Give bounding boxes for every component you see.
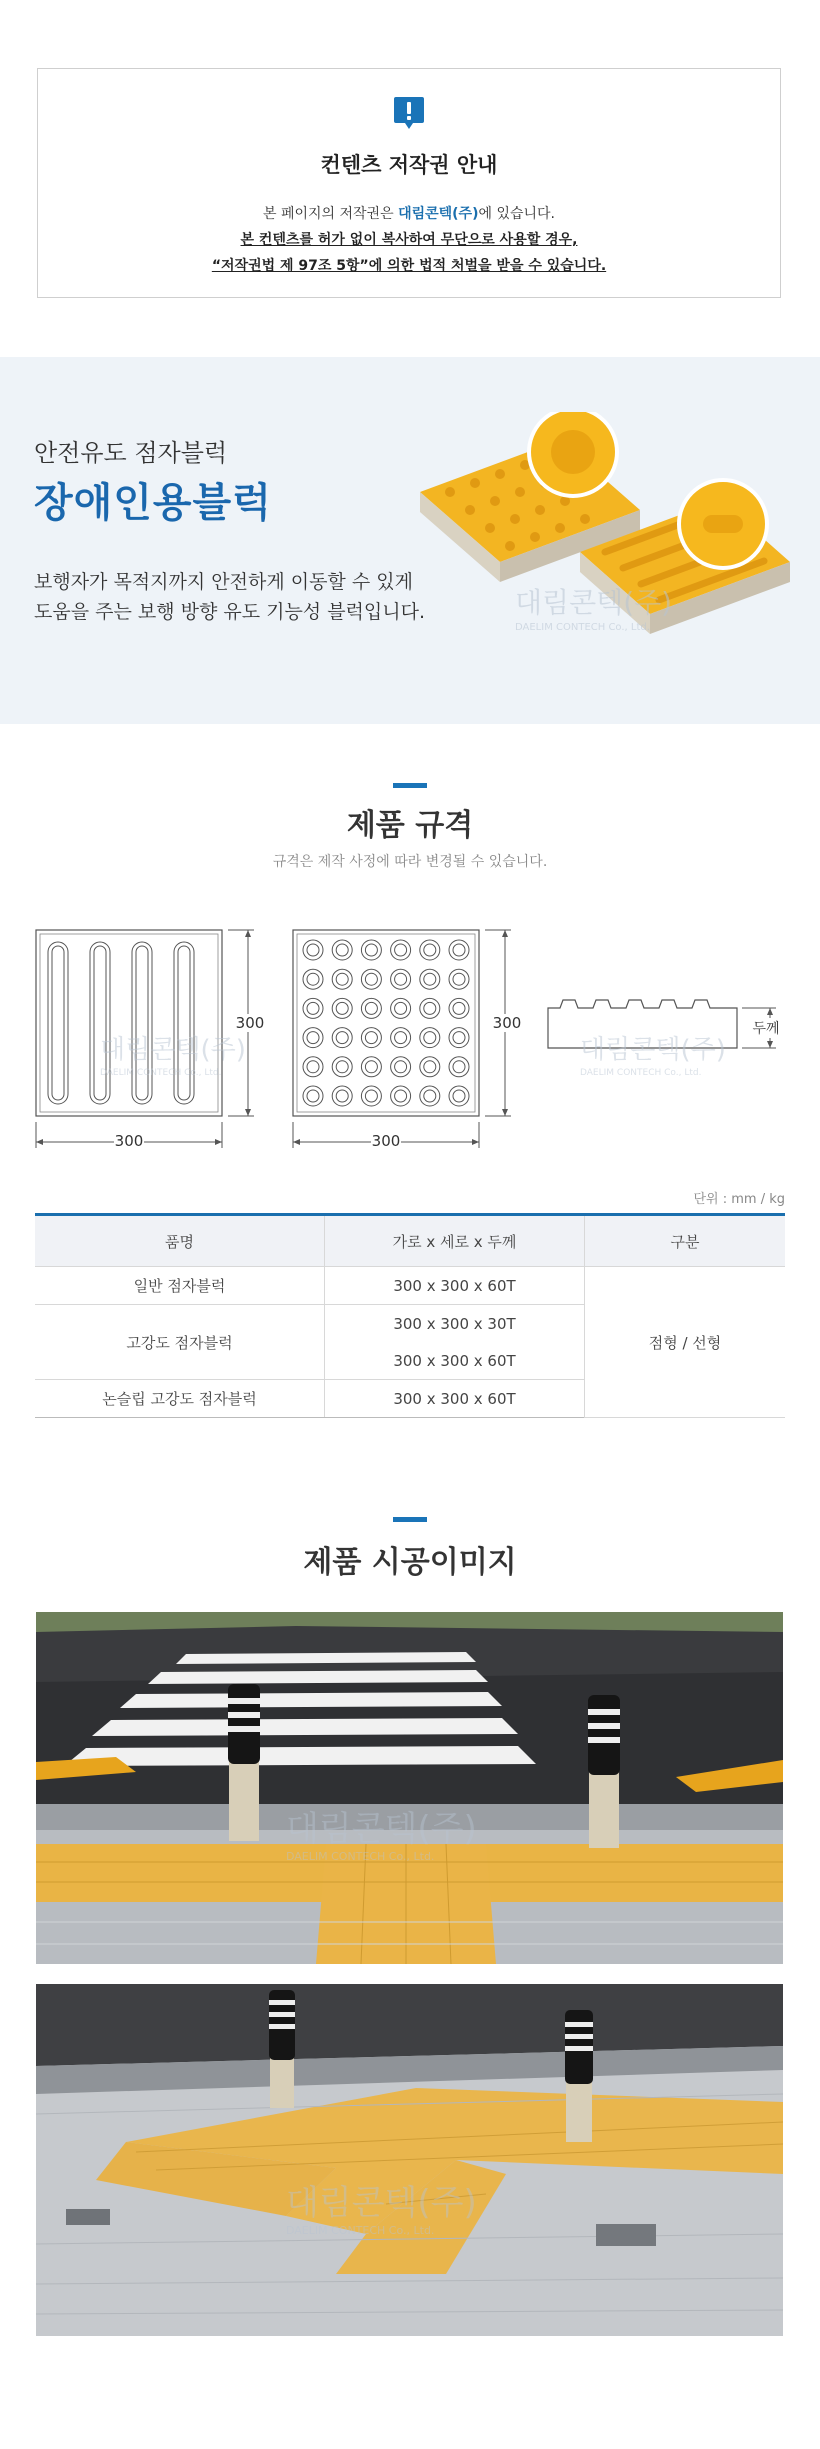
svg-text:대림콘텍(주): 대림콘텍(주): [286, 2183, 477, 2223]
bollard-right: [565, 2010, 593, 2142]
bollard-left: [228, 1684, 260, 1841]
company-name: 대림콘텍(주): [398, 206, 479, 222]
svg-text:300: 300: [492, 1014, 522, 1032]
hero-subtitle: 안전유도 점자블럭: [34, 439, 228, 467]
unit-label: 단위 : mm / kg: [693, 1192, 785, 1207]
product-size: 300 x 300 x 60T: [325, 1342, 585, 1380]
header-type: 구분: [585, 1215, 786, 1267]
header-size: 가로 x 세로 x 두께: [325, 1215, 585, 1267]
spec-note: 규격은 제작 사정에 따라 변경될 수 있습니다.: [272, 854, 548, 870]
product-name: 일반 점자블럭: [35, 1267, 325, 1305]
product-size: 300 x 300 x 60T: [325, 1380, 585, 1418]
svg-text:300: 300: [114, 1132, 144, 1150]
alert-icon: [393, 95, 425, 131]
section-accent-bar: [393, 1517, 427, 1522]
product-size: 300 x 300 x 60T: [325, 1267, 585, 1305]
spec-drawings: [30, 920, 790, 1160]
bollard-left: [269, 1990, 295, 2108]
product-size: 300 x 300 x 30T: [325, 1305, 585, 1343]
hero-title: 장애인용블럭: [34, 480, 272, 526]
notice-line-2: 본 컨텐츠를 허가 없이 복사하여 무단으로 사용할 경우,: [240, 232, 578, 248]
svg-text:300: 300: [371, 1132, 401, 1150]
svg-text:DAELIM CONTECH Co., Ltd.: DAELIM CONTECH Co., Ltd.: [100, 1068, 222, 1078]
notice-line-3: “저작권법 제 97조 5항”에 의한 법적 처벌을 받을 수 있습니다.: [211, 258, 607, 274]
svg-text:두께: 두께: [752, 1021, 780, 1037]
hero-section: [0, 357, 820, 724]
svg-text:DAELIM CONTECH Co., Ltd.: DAELIM CONTECH Co., Ltd.: [580, 1068, 702, 1078]
header-product: 품명: [35, 1215, 325, 1267]
svg-text:대림콘텍(주): 대림콘텍(주): [286, 1809, 477, 1849]
hero-block-illustration: [420, 412, 790, 672]
svg-text:대림콘텍(주): 대림콘텍(주): [515, 586, 673, 619]
bollard-right: [588, 1695, 620, 1848]
spec-table: [35, 1213, 785, 1418]
svg-text:대림콘텍(주): 대림콘텍(주): [580, 1035, 726, 1065]
notice-line-1: 본 페이지의 저작권은 대림콘텍(주)에 있습니다.: [262, 206, 556, 222]
svg-text:300: 300: [235, 1014, 265, 1032]
install-photo-sidewalk: [36, 1984, 783, 2336]
svg-text:DAELIM CONTECH Co., Ltd.: DAELIM CONTECH Co., Ltd.: [286, 2224, 435, 2237]
table-header-row: [35, 1215, 785, 1267]
dot-block-drawing: [293, 930, 525, 1150]
copyright-notice: [37, 68, 781, 298]
section-accent-bar: [393, 783, 427, 788]
svg-text:대림콘텍(주): 대림콘텍(주): [100, 1035, 246, 1065]
install-photo-crosswalk: [36, 1612, 783, 1964]
svg-text:DAELIM CONTECH Co., Ltd.: DAELIM CONTECH Co., Ltd.: [286, 1850, 435, 1863]
svg-text:DAELIM CONTECH Co., Ltd.: DAELIM CONTECH Co., Ltd.: [515, 622, 650, 633]
spec-title: 제품 규격: [346, 808, 474, 843]
hero-watermark: [515, 586, 672, 633]
notice-title: 컨텐츠 저작권 안내: [320, 153, 498, 177]
product-name: 고강도 점자블럭: [35, 1305, 325, 1380]
table-row: [35, 1267, 785, 1305]
gallery-title: 제품 시공이미지: [303, 1545, 517, 1580]
hero-description: 보행자가 목적지까지 안전하게 이동할 수 있게 도움을 주는 보행 방향 유도 기능성 블럭입니다.: [34, 571, 426, 623]
product-name: 논슬립 고강도 점자블럭: [35, 1380, 325, 1418]
product-type: 점형 / 선형: [585, 1267, 786, 1418]
